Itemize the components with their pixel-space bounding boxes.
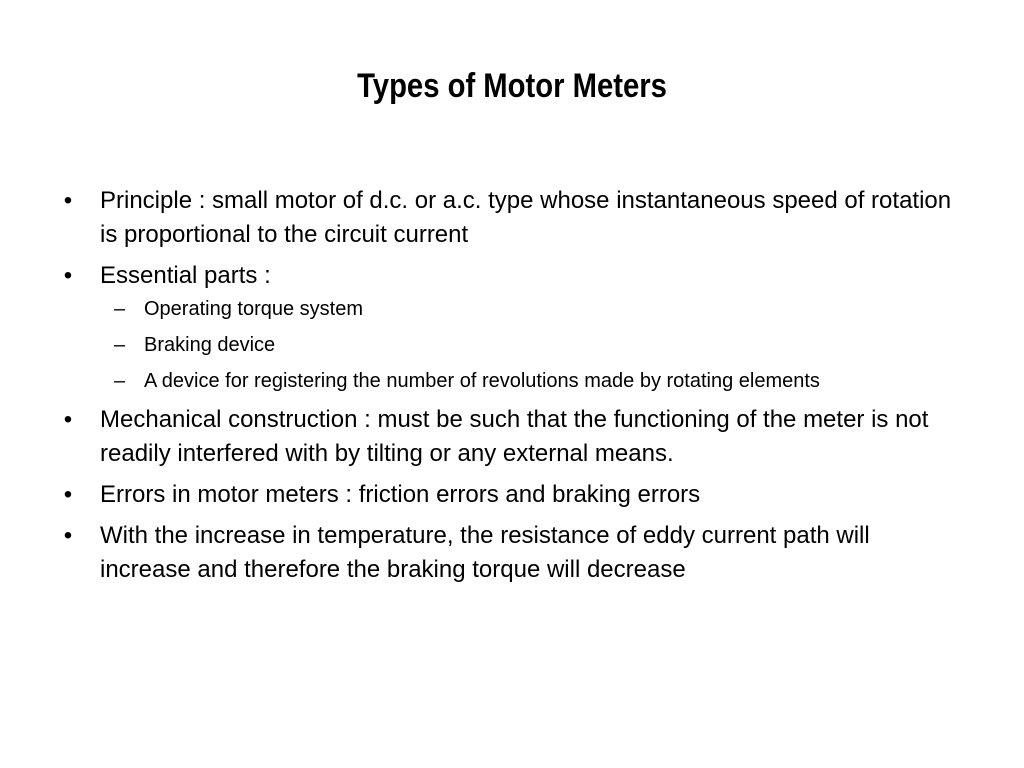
sub-bullet-marker: – (114, 298, 126, 320)
sub-bullet-marker: – (114, 334, 126, 356)
bullet-text: Mechanical construction : must be such that the functioning of the meter is not readily interfered with by tilting or any external means. (100, 406, 929, 467)
sub-bullet-braking-device (58, 331, 958, 360)
bullet-text: Principle : small motor of d.c. or a.c. type whose instantaneous speed of rotation is proportional to the circuit current (100, 187, 952, 248)
bullet-item-errors (58, 478, 958, 512)
bullet-item-mechanical-construction (58, 403, 958, 471)
bullet-text: With the increase in temperature, the resistance of eddy current path will increase and therefore the braking torque will decrease (100, 522, 870, 583)
bullet-item-essential-parts (58, 259, 958, 293)
bullet-list (58, 184, 958, 594)
bullet-marker: • (63, 262, 73, 289)
bullet-marker: • (63, 187, 73, 214)
bullet-marker: • (63, 522, 73, 549)
bullet-marker: • (63, 406, 73, 433)
sub-bullet-text: A device for registering the number of revolutions made by rotating elements (144, 370, 820, 392)
sub-bullet-registering-device (58, 367, 958, 396)
sub-bullet-text: Braking device (144, 334, 276, 356)
bullet-item-temperature (58, 519, 958, 587)
bullet-item-principle (58, 184, 958, 252)
sub-bullet-marker: – (114, 370, 126, 392)
bullet-text: Essential parts : (100, 262, 271, 289)
sub-bullet-text: Operating torque system (144, 298, 363, 320)
bullet-marker: • (63, 481, 73, 508)
bullet-text: Errors in motor meters : friction errors and braking errors (100, 481, 701, 508)
sub-bullet-operating-torque (58, 295, 958, 324)
slide-title: Types of Motor Meters (357, 67, 667, 105)
